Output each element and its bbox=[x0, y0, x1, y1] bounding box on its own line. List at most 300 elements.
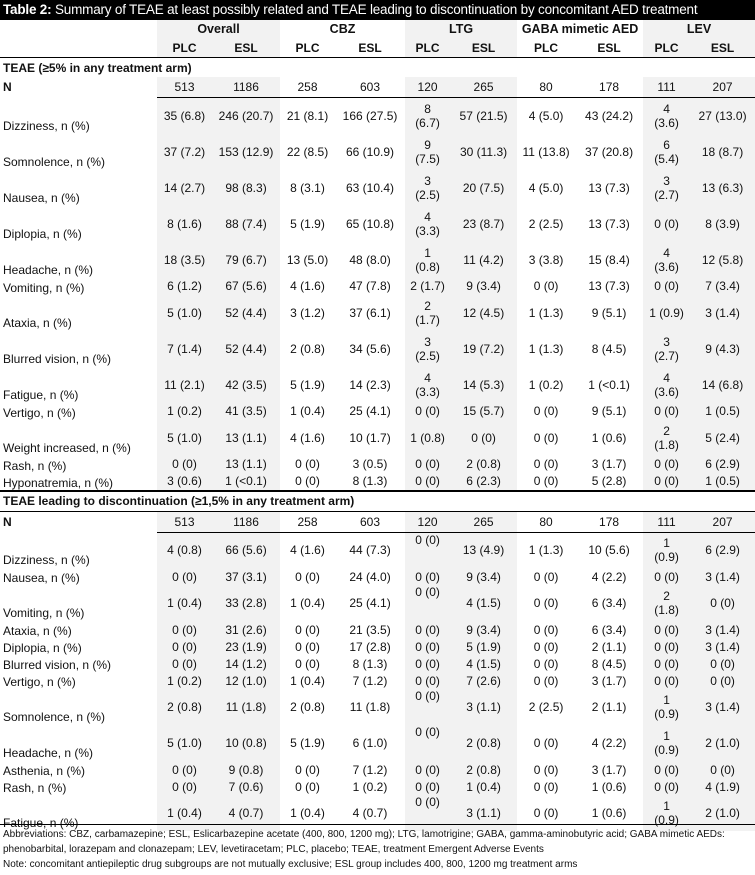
cell-value: 0 (0) bbox=[643, 638, 690, 655]
n-value: 513 bbox=[157, 77, 212, 98]
cell-value: 13 (4.9) bbox=[450, 532, 517, 568]
n-value: 1186 bbox=[212, 511, 280, 532]
cell-value: 37 (3.1) bbox=[212, 568, 280, 585]
cell-value: 4 (0.7) bbox=[352, 806, 388, 820]
cell-value: 2 (1.7) bbox=[405, 295, 450, 331]
n-value: 111 bbox=[643, 77, 690, 98]
table-title bbox=[0, 0, 755, 20]
cell-value: 2 (1.0) bbox=[690, 725, 755, 761]
cell-value: 10 (0.8) bbox=[212, 725, 280, 761]
cell-value: 2 (0.8) bbox=[290, 341, 325, 356]
cell-value: 0 (0) bbox=[533, 569, 559, 584]
cell-value: 2 (1.1) bbox=[591, 639, 627, 654]
row-label: Ataxia, n (%) bbox=[3, 315, 72, 330]
cell-value: 0 (0) bbox=[643, 403, 690, 420]
cell-value: 7 (1.4) bbox=[157, 331, 212, 367]
table-row bbox=[0, 403, 755, 420]
section-title: TEAE leading to discontinuation (≥1,5% in any treatment arm) bbox=[0, 491, 755, 512]
cell-value: 0 (0) bbox=[405, 403, 450, 420]
cell-value: 13 (1.1) bbox=[212, 420, 280, 456]
cell-value: 0 (0) bbox=[690, 655, 755, 672]
row-label: Somnolence, n (%) bbox=[3, 710, 106, 724]
cell-value: 9 (5.1) bbox=[591, 305, 627, 320]
arm-header: ESL bbox=[335, 38, 405, 58]
n-row bbox=[0, 511, 755, 532]
cell-value: 0 (0) bbox=[405, 585, 450, 621]
cell-value: 34 (5.6) bbox=[349, 341, 391, 356]
row-label: Diplopia, n (%) bbox=[3, 226, 82, 241]
cell-value: 66 (5.6) bbox=[212, 532, 280, 568]
cell-value: 4 (2.2) bbox=[591, 736, 627, 750]
row-label: Blurred vision, n (%) bbox=[3, 351, 112, 366]
cell-value: 0 (0) bbox=[533, 474, 559, 488]
cell-value: 5 (1.9) bbox=[450, 638, 517, 655]
cell-value: 8 (3.9) bbox=[690, 206, 755, 242]
row-label: Rash, n (%) bbox=[3, 781, 67, 795]
cell-value: 11 (1.8) bbox=[349, 700, 391, 714]
cell-value: 0 (0) bbox=[533, 656, 559, 671]
n-value: 603 bbox=[335, 77, 405, 98]
cell-value: 10 (5.6) bbox=[588, 543, 630, 558]
cell-value: 0 (0) bbox=[690, 761, 755, 778]
group-header: CBZ bbox=[329, 22, 356, 36]
cell-value: 0 (0) bbox=[157, 655, 212, 672]
cell-value: 3 (3.8) bbox=[528, 252, 564, 267]
n-value: 1186 bbox=[212, 77, 280, 98]
cell-value: 8 (1.3) bbox=[352, 656, 388, 671]
cell-value: 1 (0.6) bbox=[591, 779, 627, 794]
cell-value: 52 (4.4) bbox=[212, 331, 280, 367]
cell-value: 23 (8.7) bbox=[450, 206, 517, 242]
cell-value: 166 (27.5) bbox=[342, 108, 398, 123]
cell-value: 8 (6.7) bbox=[405, 98, 450, 134]
row-label: Dizziness, n (%) bbox=[3, 553, 90, 567]
cell-value: 0 (0) bbox=[157, 621, 212, 638]
section-header-row bbox=[0, 491, 755, 512]
cell-value: 0 (0) bbox=[533, 457, 559, 471]
table-row bbox=[0, 778, 755, 795]
cell-value: 47 (7.8) bbox=[349, 279, 391, 293]
cell-value: 2 (1.0) bbox=[690, 795, 755, 831]
cell-value: 9 (0.8) bbox=[212, 761, 280, 778]
cell-value: 11 (4.2) bbox=[450, 242, 517, 278]
cell-value: 0 (0) bbox=[533, 806, 559, 820]
cell-value: 0 (0) bbox=[643, 456, 690, 473]
row-label: Vomiting, n (%) bbox=[3, 280, 85, 295]
cell-value: 13 (7.3) bbox=[588, 279, 630, 293]
cell-value: 3 (1.7) bbox=[591, 673, 627, 688]
cell-value: 0 (0) bbox=[533, 779, 559, 794]
cell-value: 246 (20.7) bbox=[212, 98, 280, 134]
cell-value: 0 (0) bbox=[643, 621, 690, 638]
cell-value: 1 (1.3) bbox=[528, 543, 564, 558]
cell-value: 2 (0.8) bbox=[450, 456, 517, 473]
teae-table bbox=[0, 20, 755, 831]
row-label: Blurred vision, n (%) bbox=[3, 658, 112, 672]
cell-value: 4 (0.8) bbox=[157, 532, 212, 568]
row-label: Nausea, n (%) bbox=[3, 571, 80, 585]
cell-value: 0 (0) bbox=[405, 672, 450, 689]
n-value: 111 bbox=[643, 511, 690, 532]
arm-header: PLC bbox=[643, 38, 690, 58]
table-row bbox=[0, 689, 755, 725]
row-label: Fatigue, n (%) bbox=[3, 387, 79, 402]
cell-value: 4 (1.5) bbox=[450, 655, 517, 672]
cell-value: 0 (0) bbox=[533, 622, 559, 637]
cell-value: 14 (1.2) bbox=[212, 655, 280, 672]
cell-value: 13 (5.0) bbox=[286, 252, 329, 267]
cell-value: 17 (2.8) bbox=[349, 639, 391, 654]
cell-value: 0 (0) bbox=[643, 568, 690, 585]
cell-value: 4 (2.2) bbox=[591, 569, 627, 584]
cell-value: 7 (0.6) bbox=[212, 778, 280, 795]
cell-value: 6 (3.4) bbox=[591, 596, 627, 610]
cell-value: 7 (1.2) bbox=[352, 762, 388, 777]
footnotes bbox=[0, 824, 755, 872]
cell-value: 4 (5.0) bbox=[528, 108, 564, 123]
cell-value: 0 (0) bbox=[533, 736, 559, 750]
cell-value: 66 (10.9) bbox=[346, 144, 395, 159]
cell-value: 1 (0.4) bbox=[290, 673, 325, 688]
cell-value: 31 (2.6) bbox=[212, 621, 280, 638]
group-header: LEV bbox=[643, 20, 755, 38]
cell-value: 0 (0) bbox=[405, 778, 450, 795]
cell-value: 4 (1.6) bbox=[290, 279, 325, 293]
group-header: GABA mimetic AED bbox=[521, 22, 639, 36]
table-row bbox=[0, 761, 755, 778]
empty-cell bbox=[0, 38, 157, 58]
cell-value: 1 (0.8) bbox=[405, 420, 450, 456]
cell-value: 12 (4.5) bbox=[450, 295, 517, 331]
cell-value: 1 (0.2) bbox=[157, 403, 212, 420]
cell-value: 4 (1.5) bbox=[450, 585, 517, 621]
cell-value: 37 (20.8) bbox=[585, 144, 634, 159]
cell-value: 1 (0.5) bbox=[690, 403, 755, 420]
cell-value: 0 (0) bbox=[533, 673, 559, 688]
cell-value: 11 (1.8) bbox=[212, 689, 280, 725]
cell-value: 0 (0) bbox=[533, 430, 559, 445]
cell-value: 1 (0.2) bbox=[528, 377, 564, 392]
cell-value: 6 (1.2) bbox=[157, 278, 212, 295]
cell-value: 0 (0) bbox=[533, 404, 559, 418]
cell-value: 19 (7.2) bbox=[450, 331, 517, 367]
cell-value: 11 (2.1) bbox=[157, 367, 212, 403]
cell-value: 2 (0.8) bbox=[290, 700, 325, 714]
cell-value: 5 (1.0) bbox=[157, 725, 212, 761]
table-caption: Summary of TEAE at least possibly related and TEAE leading to discontinuation by concomitant AED treatment bbox=[54, 2, 698, 17]
cell-value: 8 (1.6) bbox=[157, 206, 212, 242]
arm-header: PLC bbox=[280, 38, 335, 58]
cell-value: 1 (<0.1) bbox=[588, 377, 630, 392]
table-row bbox=[0, 134, 755, 170]
cell-value: 25 (4.1) bbox=[349, 404, 391, 418]
cell-value: 21 (8.1) bbox=[286, 108, 329, 123]
cell-value: 0 (0) bbox=[295, 639, 320, 654]
cell-value: 11 (13.8) bbox=[522, 144, 570, 159]
cell-value: 13 (7.3) bbox=[588, 180, 630, 195]
cell-value: 4 (3.3) bbox=[405, 367, 450, 403]
cell-value: 67 (5.6) bbox=[212, 278, 280, 295]
n-value: 178 bbox=[575, 511, 643, 532]
empty-cell bbox=[0, 20, 157, 38]
cell-value: 6 (3.4) bbox=[591, 622, 627, 637]
cell-value: 0 (0) bbox=[157, 638, 212, 655]
cell-value: 3 (0.6) bbox=[157, 473, 212, 491]
table-row bbox=[0, 456, 755, 473]
cell-value: 0 (0) bbox=[643, 778, 690, 795]
cell-value: 20 (7.5) bbox=[450, 170, 517, 206]
arm-header: PLC bbox=[157, 38, 212, 58]
row-label: Vertigo, n (%) bbox=[3, 675, 76, 689]
cell-value: 4 (1.6) bbox=[290, 543, 325, 558]
cell-value: 0 (0) bbox=[405, 795, 450, 831]
table-row bbox=[0, 170, 755, 206]
row-label: Vertigo, n (%) bbox=[3, 405, 76, 420]
cell-value: 1 (0.2) bbox=[157, 672, 212, 689]
cell-value: 33 (2.8) bbox=[212, 585, 280, 621]
cell-value: 57 (21.5) bbox=[450, 98, 517, 134]
cell-value: 35 (6.8) bbox=[157, 98, 212, 134]
cell-value: 3 (1.1) bbox=[450, 795, 517, 831]
cell-value: 0 (0) bbox=[533, 596, 559, 610]
table-row bbox=[0, 206, 755, 242]
cell-value: 6 (2.9) bbox=[690, 456, 755, 473]
cell-value: 1 (0.9) bbox=[643, 532, 690, 568]
cell-value: 2 (2.5) bbox=[528, 700, 564, 714]
row-label: Ataxia, n (%) bbox=[3, 624, 72, 638]
cell-value: 4 (5.0) bbox=[528, 180, 564, 195]
cell-value: 0 (0) bbox=[643, 278, 690, 295]
arm-header: ESL bbox=[690, 38, 755, 58]
cell-value: 9 (3.4) bbox=[450, 278, 517, 295]
cell-value: 4 (1.6) bbox=[290, 430, 325, 445]
n-value: 265 bbox=[450, 511, 517, 532]
cell-value: 2 (1.8) bbox=[643, 420, 690, 456]
table-row bbox=[0, 278, 755, 295]
cell-value: 1 (1.3) bbox=[528, 341, 564, 356]
n-value: 258 bbox=[280, 511, 335, 532]
cell-value: 9 (3.4) bbox=[450, 621, 517, 638]
cell-value: 0 (0) bbox=[533, 639, 559, 654]
row-label: Dizziness, n (%) bbox=[3, 118, 90, 133]
cell-value: 1 (0.2) bbox=[352, 779, 388, 794]
cell-value: 0 (0) bbox=[157, 778, 212, 795]
n-value: 207 bbox=[690, 511, 755, 532]
cell-value: 3 (1.4) bbox=[690, 621, 755, 638]
cell-value: 2 (0.8) bbox=[157, 689, 212, 725]
cell-value: 0 (0) bbox=[643, 473, 690, 491]
cell-value: 153 (12.9) bbox=[212, 134, 280, 170]
cell-value: 5 (1.9) bbox=[290, 216, 325, 231]
cell-value: 3 (1.4) bbox=[690, 295, 755, 331]
arm-header-row bbox=[0, 38, 755, 58]
cell-value: 1 (0.4) bbox=[157, 585, 212, 621]
row-label: Hyponatremia, n (%) bbox=[3, 475, 114, 490]
cell-value: 63 (10.4) bbox=[346, 180, 395, 195]
table-row bbox=[0, 420, 755, 456]
cell-value: 10 (1.7) bbox=[349, 430, 391, 445]
cell-value: 1 (1.3) bbox=[528, 305, 564, 320]
cell-value: 0 (0) bbox=[295, 762, 320, 777]
table-row bbox=[0, 672, 755, 689]
cell-value: 1 (0.4) bbox=[157, 795, 212, 831]
cell-value: 12 (1.0) bbox=[212, 672, 280, 689]
row-label: Diplopia, n (%) bbox=[3, 641, 82, 655]
cell-value: 24 (4.0) bbox=[349, 569, 391, 584]
cell-value: 1 (0.9) bbox=[643, 689, 690, 725]
table-row bbox=[0, 295, 755, 331]
row-label: Somnolence, n (%) bbox=[3, 154, 106, 169]
cell-value: 1 (0.4) bbox=[290, 596, 325, 610]
cell-value: 3 (2.7) bbox=[643, 331, 690, 367]
cell-value: 4 (3.6) bbox=[643, 242, 690, 278]
table-row bbox=[0, 725, 755, 761]
cell-value: 41 (3.5) bbox=[212, 403, 280, 420]
cell-value: 13 (1.1) bbox=[212, 456, 280, 473]
cell-value: 88 (7.4) bbox=[212, 206, 280, 242]
cell-value: 9 (4.3) bbox=[690, 331, 755, 367]
cell-value: 1 (0.4) bbox=[290, 806, 325, 820]
cell-value: 65 (10.8) bbox=[346, 216, 395, 231]
cell-value: 44 (7.3) bbox=[349, 543, 391, 558]
cell-value: 14 (2.7) bbox=[157, 170, 212, 206]
cell-value: 0 (0) bbox=[405, 473, 450, 491]
cell-value: 0 (0) bbox=[405, 456, 450, 473]
cell-value: 1 (0.4) bbox=[290, 404, 325, 418]
cell-value: 0 (0) bbox=[157, 761, 212, 778]
cell-value: 1 (0.8) bbox=[405, 242, 450, 278]
n-value: 207 bbox=[690, 77, 755, 98]
table-row bbox=[0, 568, 755, 585]
cell-value: 1 (0.6) bbox=[591, 806, 627, 820]
cell-value: 1 (0.5) bbox=[690, 473, 755, 491]
cell-value: 0 (0) bbox=[533, 762, 559, 777]
arm-header: ESL bbox=[575, 38, 643, 58]
section-header-row bbox=[0, 58, 755, 78]
cell-value: 52 (4.4) bbox=[212, 295, 280, 331]
cell-value: 0 (0) bbox=[405, 568, 450, 585]
row-label: Nausea, n (%) bbox=[3, 190, 80, 205]
cell-value: 3 (2.5) bbox=[405, 331, 450, 367]
row-label: Weight increased, n (%) bbox=[3, 440, 131, 455]
cell-value: 4 (3.6) bbox=[643, 98, 690, 134]
cell-value: 13 (6.3) bbox=[690, 170, 755, 206]
n-value: 120 bbox=[405, 77, 450, 98]
cell-value: 9 (7.5) bbox=[405, 134, 450, 170]
cell-value: 25 (4.1) bbox=[349, 596, 391, 610]
cell-value: 3 (1.1) bbox=[450, 689, 517, 725]
cell-value: 3 (1.2) bbox=[290, 305, 325, 320]
cell-value: 5 (1.0) bbox=[157, 420, 212, 456]
cell-value: 12 (5.8) bbox=[690, 242, 755, 278]
cell-value: 3 (1.7) bbox=[591, 762, 627, 777]
cell-value: 4 (0.7) bbox=[212, 795, 280, 831]
cell-value: 0 (0) bbox=[157, 568, 212, 585]
group-header: Overall bbox=[157, 20, 280, 38]
cell-value: 30 (11.3) bbox=[450, 134, 517, 170]
group-header: LTG bbox=[405, 20, 517, 38]
table-row bbox=[0, 621, 755, 638]
cell-value: 5 (1.9) bbox=[290, 736, 325, 750]
cell-value: 4 (3.3) bbox=[405, 206, 450, 242]
cell-value: 1 (0.9) bbox=[643, 295, 690, 331]
cell-value: 42 (3.5) bbox=[212, 367, 280, 403]
cell-value: 79 (6.7) bbox=[212, 242, 280, 278]
cell-value: 0 (0) bbox=[643, 672, 690, 689]
n-value: 603 bbox=[335, 511, 405, 532]
cell-value: 15 (5.7) bbox=[450, 403, 517, 420]
row-label: Vomiting, n (%) bbox=[3, 606, 85, 620]
cell-value: 0 (0) bbox=[295, 569, 320, 584]
arm-header: ESL bbox=[212, 38, 280, 58]
cell-value: 1 (<0.1) bbox=[212, 473, 280, 491]
row-label: Headache, n (%) bbox=[3, 262, 94, 277]
table-row bbox=[0, 655, 755, 672]
cell-value: 0 (0) bbox=[405, 621, 450, 638]
cell-value: 0 (0) bbox=[157, 456, 212, 473]
n-value: 178 bbox=[575, 77, 643, 98]
table-row bbox=[0, 585, 755, 621]
n-value: 258 bbox=[280, 77, 335, 98]
cell-value: 5 (2.8) bbox=[591, 474, 627, 488]
cell-value: 2 (1.1) bbox=[591, 700, 627, 714]
cell-value: 0 (0) bbox=[295, 457, 320, 471]
cell-value: 4 (3.6) bbox=[643, 367, 690, 403]
n-value: 120 bbox=[405, 511, 450, 532]
cell-value: 0 (0) bbox=[295, 622, 320, 637]
table-row bbox=[0, 473, 755, 491]
arm-header: PLC bbox=[517, 38, 575, 58]
cell-value: 0 (0) bbox=[690, 585, 755, 621]
cell-value: 0 (0) bbox=[405, 532, 450, 568]
cell-value: 15 (8.4) bbox=[588, 252, 630, 267]
cell-value: 0 (0) bbox=[405, 689, 450, 725]
n-label: N bbox=[3, 514, 12, 529]
cell-value: 5 (2.4) bbox=[690, 420, 755, 456]
cell-value: 2 (0.8) bbox=[450, 725, 517, 761]
cell-value: 0 (0) bbox=[405, 761, 450, 778]
cell-value: 6 (2.9) bbox=[690, 532, 755, 568]
row-label: Rash, n (%) bbox=[3, 458, 67, 473]
table-row bbox=[0, 638, 755, 655]
cell-value: 6 (5.4) bbox=[643, 134, 690, 170]
cell-value: 3 (1.4) bbox=[690, 638, 755, 655]
cell-value: 1 (0.9) bbox=[643, 725, 690, 761]
cell-value: 1 (0.6) bbox=[591, 430, 627, 445]
cell-value: 2 (1.7) bbox=[405, 278, 450, 295]
cell-value: 0 (0) bbox=[295, 474, 320, 488]
cell-value: 3 (1.4) bbox=[690, 689, 755, 725]
cell-value: 3 (0.5) bbox=[352, 457, 388, 471]
table-row bbox=[0, 98, 755, 134]
row-label: Headache, n (%) bbox=[3, 746, 94, 760]
cell-value: 2 (1.8) bbox=[643, 585, 690, 621]
row-label: Fatigue, n (%) bbox=[3, 816, 79, 830]
subgroup-note: Note: concomitant antiepileptic drug subgroups are not mutually exclusive; ESL group includes 400, 800, 1200 mg treatment arms bbox=[3, 859, 578, 870]
cell-value: 14 (6.8) bbox=[690, 367, 755, 403]
cell-value: 9 (5.1) bbox=[591, 404, 627, 418]
cell-value: 1 (0.4) bbox=[450, 778, 517, 795]
cell-value: 4 (1.9) bbox=[690, 778, 755, 795]
cell-value: 0 (0) bbox=[405, 638, 450, 655]
cell-value: 8 (4.5) bbox=[591, 341, 627, 356]
cell-value: 18 (8.7) bbox=[690, 134, 755, 170]
cell-value: 0 (0) bbox=[643, 761, 690, 778]
cell-value: 1 (0.9) bbox=[643, 795, 690, 831]
cell-value: 7 (2.6) bbox=[450, 672, 517, 689]
cell-value: 21 (3.5) bbox=[349, 622, 391, 637]
cell-value: 7 (1.2) bbox=[352, 673, 388, 688]
